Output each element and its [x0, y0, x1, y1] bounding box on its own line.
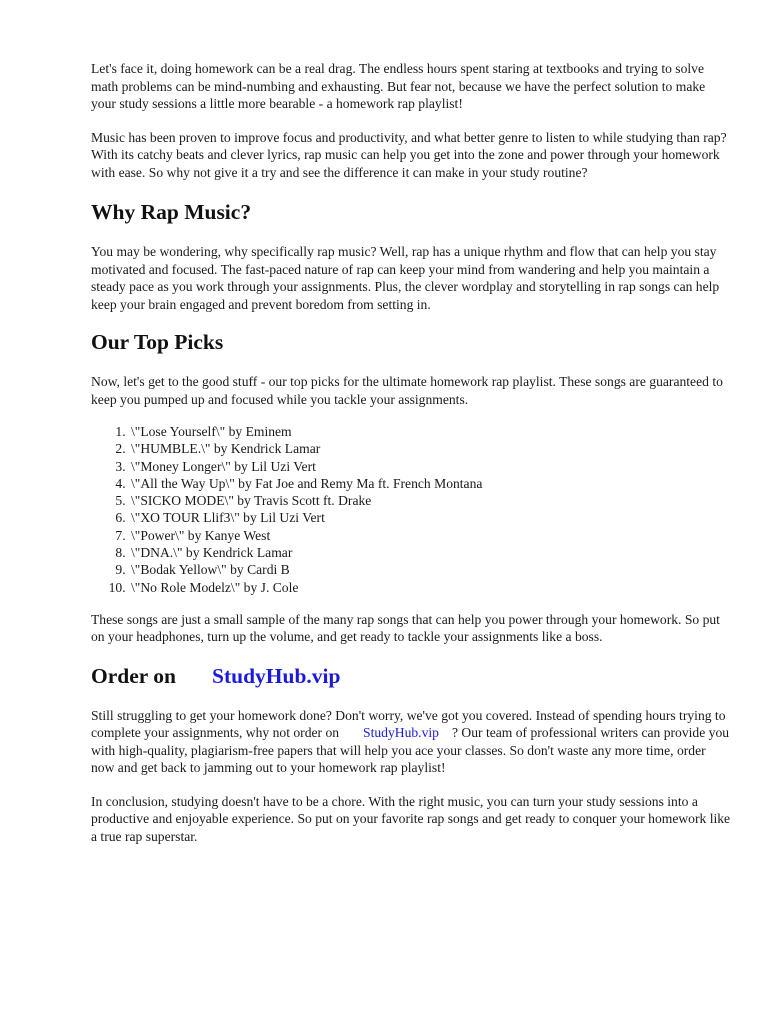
order-text-after: ? Our team of professional writers can provide you with high-quality, plagiarism-free papers that will help you ace your classes. So don't waste any more time, order now and get back to jamming out to your homework rap playlist! [91, 725, 730, 776]
song-list [91, 423, 731, 596]
conclusion-paragraph: In conclusion, studying doesn't have to be a chore. With the right music, you can turn your study sessions into a productive and enjoyable experience. So put on your favorite rap songs and get ready to conquer your homework like a true rap superstar. [91, 793, 731, 844]
order-heading-prefix: Order on [91, 663, 177, 688]
intro-paragraph-2: Music has been proven to improve focus and productivity, and what better genre to listen to while studying than rap? With its catchy beats and clever lyrics, rap music can help you get into the zone and power through your homework with ease. So why not give it a try and see the difference it can make in your study routine? [91, 129, 727, 180]
song-item: 7. \"Power\" by Kanye West [129, 527, 731, 544]
order-text-before: Still struggling to get your homework done? Don't worry, we've got you covered. Instead of spending hours trying to complete your assignments, why not order on [91, 707, 726, 741]
song-item: 1. \"Lose Yourself\" by Eminem [129, 423, 731, 440]
studyhub-inline-link[interactable]: StudyHub.vip [363, 725, 439, 741]
studyhub-heading-link[interactable]: StudyHub.vip [212, 663, 341, 688]
song-item: 6. \"XO TOUR Llif3\" by Lil Uzi Vert [129, 509, 731, 526]
intro-paragraph-1: Let's face it, doing homework can be a real drag. The endless hours spent staring at textbooks and trying to solve math problems can be mind-numbing and exhausting. But fear not, because we have the perfect solution to make your study sessions a little more bearable - a homework rap playlist! [91, 61, 706, 111]
top-picks-intro: Now, let's get to the good stuff - our top picks for the ultimate homework rap playlist. These songs are guaranteed to keep you pumped up and focused while you tackle your assignments. [91, 374, 723, 407]
song-item: 4. \"All the Way Up\" by Fat Joe and Remy Ma ft. French Montana [129, 475, 731, 492]
order-heading [91, 663, 731, 689]
song-item: 3. \"Money Longer\" by Lil Uzi Vert [129, 458, 731, 475]
why-rap-paragraph: You may be wondering, why specifically rap music? Well, rap has a unique rhythm and flow that can help you stay motivated and focused. The fast-paced nature of rap can keep your mind from wandering and help you maintain a steady pace as you work through your assignments. Plus, the clever wordplay and storytelling in rap songs can help keep your brain engaged and prevent boredom from setting in. [91, 244, 720, 312]
song-item: 9. \"Bodak Yellow\" by Cardi B [129, 561, 731, 578]
song-item: 5. \"SICKO MODE\" by Travis Scott ft. Drake [129, 492, 731, 509]
top-picks-outro: These songs are just a small sample of the many rap songs that can help you power through your homework. So put on your headphones, turn up the volume, and get ready to tackle your assignments like a boss. [91, 611, 720, 645]
song-item: 8. \"DNA.\" by Kendrick Lamar [129, 544, 731, 561]
document-page [91, 60, 731, 845]
why-rap-heading: Why Rap Music? [91, 200, 252, 224]
order-paragraph [91, 707, 731, 777]
top-picks-heading: Our Top Picks [91, 330, 224, 354]
song-item: 2. \"HUMBLE.\" by Kendrick Lamar [129, 440, 731, 457]
song-item: 10. \"No Role Modelz\" by J. Cole [129, 579, 731, 596]
